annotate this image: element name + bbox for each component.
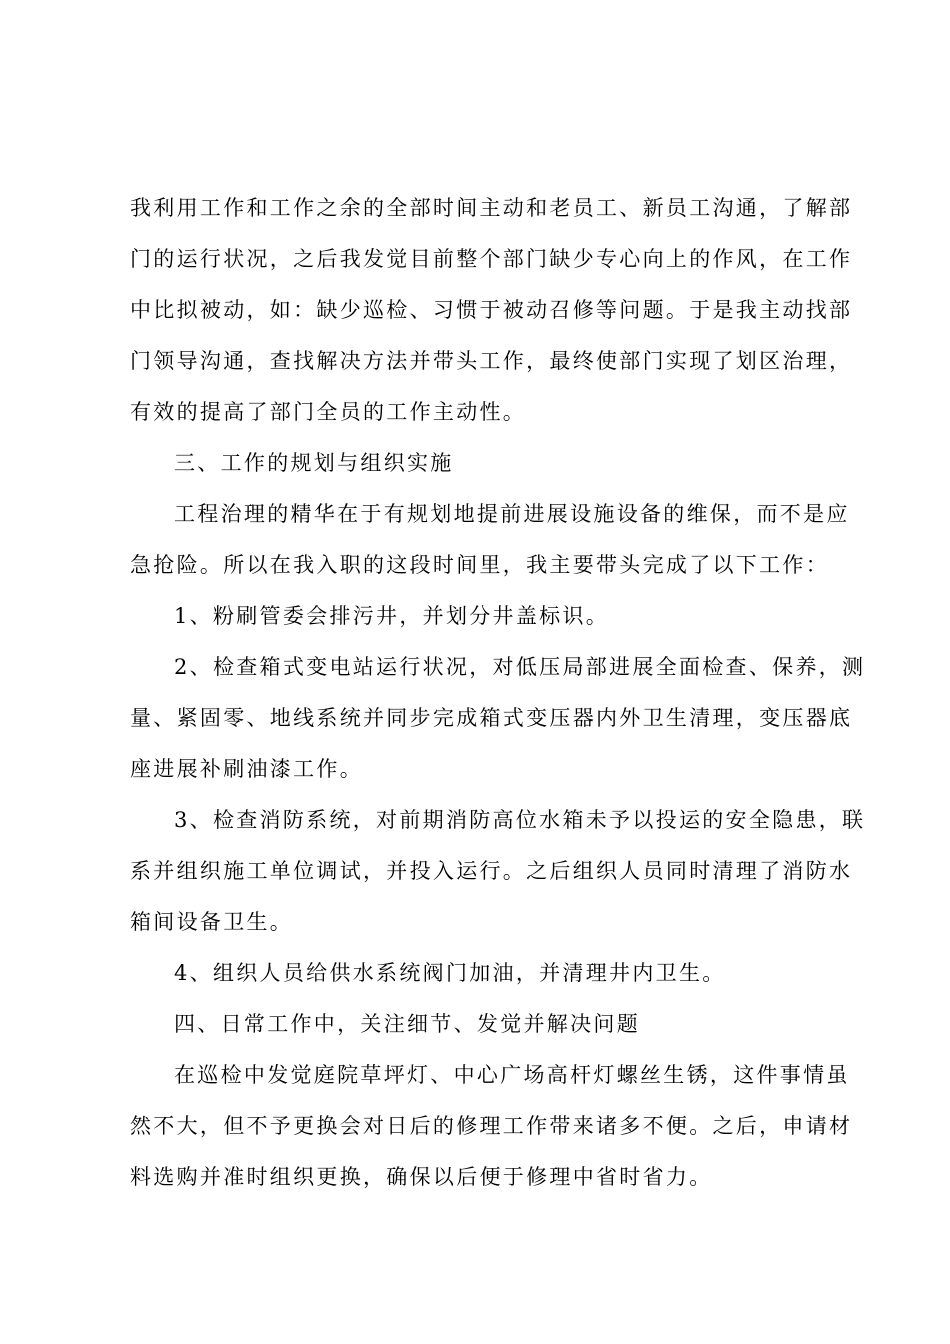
text-line: 量、紧固零、地线系统并同步完成箱式变压器内外卫生清理，变压器底 xyxy=(130,706,853,730)
section-heading: 三、工作的规划与组织实施 xyxy=(174,451,454,475)
text-line: 系并组织施工单位调试，并投入运行。之后组织人员同时清理了消防水 xyxy=(130,859,853,883)
text-line: 我利用工作和工作之余的全部时间主动和老员工、新员工沟通，了解部 xyxy=(130,196,853,220)
text-line: 急抢险。所以在我入职的这段时间里，我主要带头完成了以下工作： xyxy=(130,553,829,577)
document-body xyxy=(130,183,866,1203)
list-item: 4、组织人员给供水系统阀门加油，并清理井内卫生。 xyxy=(174,961,726,985)
paragraph-start-line: 工程治理的精华在于有规划地提前进展设施设备的维保，而不是应 xyxy=(174,502,850,526)
section-heading: 四、日常工作中，关注细节、发觉并解决问题 xyxy=(174,1012,640,1036)
text-line: 门的运行状况，之后我发觉目前整个部门缺少专心向上的作风，在工作 xyxy=(130,247,853,271)
paragraph-start-line: 在巡检中发觉庭院草坪灯、中心广场高杆灯螺丝生锈，这件事情虽 xyxy=(174,1063,850,1087)
text-line: 箱间设备卫生。 xyxy=(130,910,294,934)
text-line: 然不大，但不予更换会对日后的修理工作带来诸多不便。之后，申请材 xyxy=(130,1114,853,1138)
list-item: 2、检查箱式变电站运行状况，对低压局部进展全面检查、保养，测 xyxy=(174,655,866,679)
list-item: 3、检查消防系统，对前期消防高位水箱未予以投运的安全隐患，联 xyxy=(174,808,866,832)
list-item: 1、粉刷管委会排污井，并划分井盖标识。 xyxy=(174,604,610,628)
text-line: 有效的提高了部门全员的工作主动性。 xyxy=(130,400,527,424)
text-line: 中比拟被动，如：缺少巡检、习惯于被动召修等问题。于是我主动找部 xyxy=(130,298,853,322)
text-line: 料选购并准时组织更换，确保以后便于修理中省时省力。 xyxy=(130,1165,713,1189)
text-line: 座进展补刷油漆工作。 xyxy=(130,757,363,781)
text-line: 门领导沟通，查找解决方法并带头工作，最终使部门实现了划区治理， xyxy=(130,349,853,373)
